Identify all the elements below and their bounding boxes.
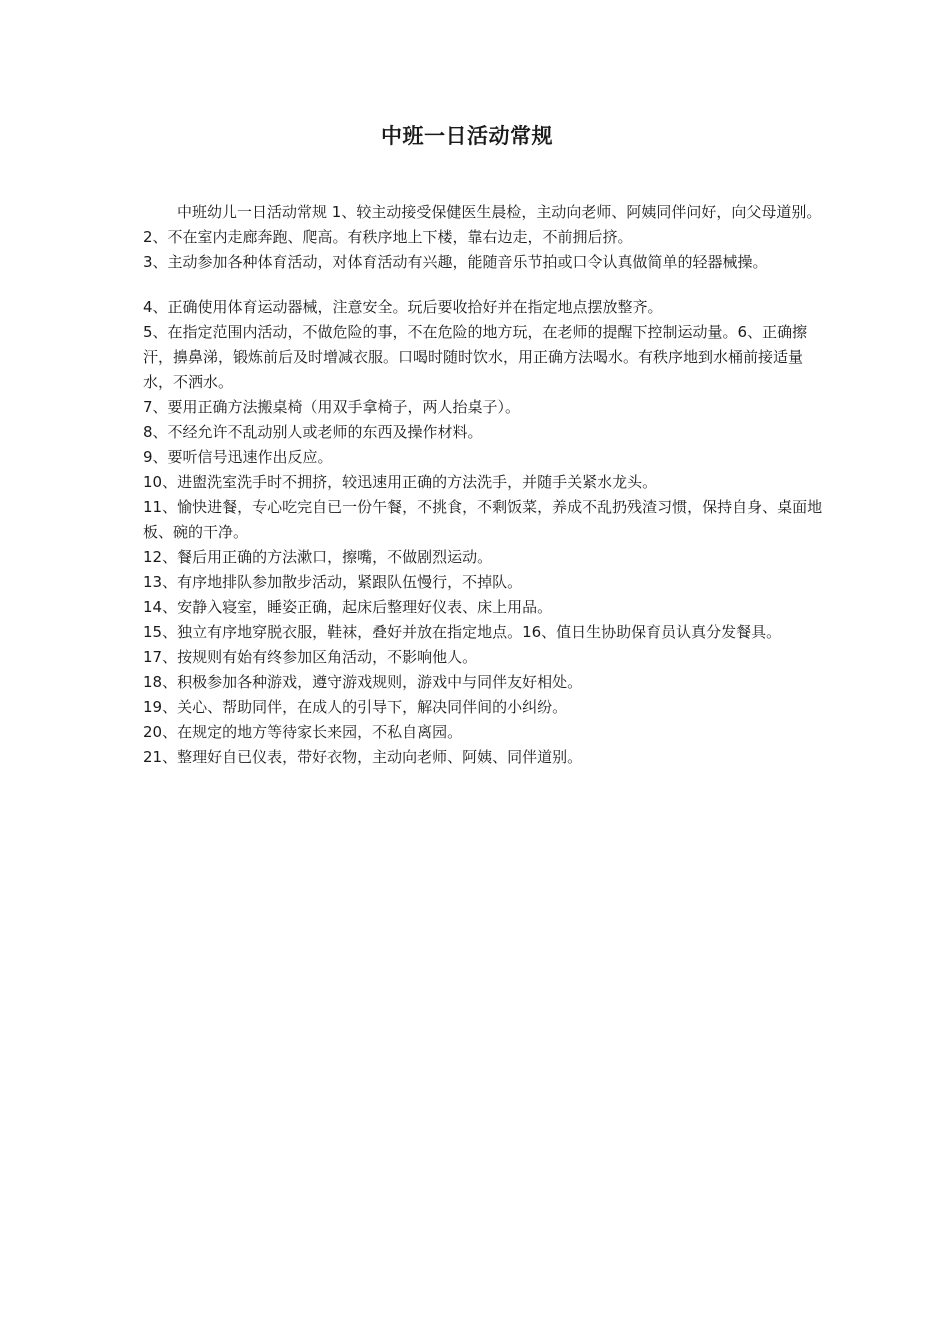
paragraph-rule-10: 10、进盥洗室洗手时不拥挤，较迅速用正确的方法洗手，并随手关紧水龙头。 [143,473,658,491]
paragraph-rule-18: 18、积极参加各种游戏，遵守游戏规则，游戏中与同伴友好相处。 [143,673,583,691]
paragraph-rule-7: 7、要用正确方法搬桌椅（用双手拿椅子，两人抬桌子）。 [143,398,521,416]
paragraph-rule-8: 8、不经允许不乱动别人或老师的东西及操作材料。 [143,423,483,441]
paragraph-rule-20: 20、在规定的地方等待家长来园，不私自离园。 [143,723,463,741]
paragraph-rule-5-6: 5、在指定范围内活动，不做危险的事，不在危险的地方玩，在老师的提醒下控制运动量。6、正确擦汗，擤鼻涕，锻炼前后及时增减衣服。口喝时随时饮水，用正确方法喝水。有秩序地到水桶前接适量水，不洒水。 [143,323,808,391]
paragraph-rule-14: 14、安静入寝室，睡姿正确，起床后整理好仪表、床上用品。 [143,598,553,616]
paragraph-rule-17: 17、按规则有始有终参加区角活动，不影响他人。 [143,648,478,666]
paragraph-rule-19: 19、关心、帮助同伴，在成人的引导下，解决同伴间的小纠纷。 [143,698,568,716]
paragraph-rule-9: 9、要听信号迅速作出反应。 [143,448,333,466]
document-title: 中班一日活动常规 [381,124,553,148]
paragraph-rule-15-16: 15、独立有序地穿脱衣服，鞋袜，叠好并放在指定地点。16、值日生协助保育员认真分发餐具。 [143,623,782,641]
paragraph-intro-rule-1: 中班幼儿一日活动常规 1、较主动接受保健医生晨检，主动向老师、阿姨同伴问好，向父母道别。 [177,203,822,221]
paragraph-rule-12: 12、餐后用正确的方法漱口，擦嘴，不做剧烈运动。 [143,548,493,566]
paragraph-rule-13: 13、有序地排队参加散步活动，紧跟队伍慢行，不掉队。 [143,573,523,591]
paragraph-rule-2: 2、不在室内走廊奔跑、爬高。有秩序地上下楼，靠右边走，不前拥后挤。 [143,228,633,246]
paragraph-rule-4: 4、正确使用体育运动器械，注意安全。玩后要收拾好并在指定地点摆放整齐。 [143,298,663,316]
paragraph-rule-11: 11、愉快进餐，专心吃完自已一份午餐，不挑食，不剩饭菜，养成不乱扔残渣习惯，保持自身、桌面地板、碗的干净。 [143,498,823,541]
document-body [143,200,823,770]
paragraph-rule-3: 3、主动参加各种体育活动，对体育活动有兴趣，能随音乐节拍或口令认真做简单的轻器械操。 [143,253,768,271]
paragraph-rule-21: 21、整理好自已仪表，带好衣物，主动向老师、阿姨、同伴道别。 [143,748,583,766]
